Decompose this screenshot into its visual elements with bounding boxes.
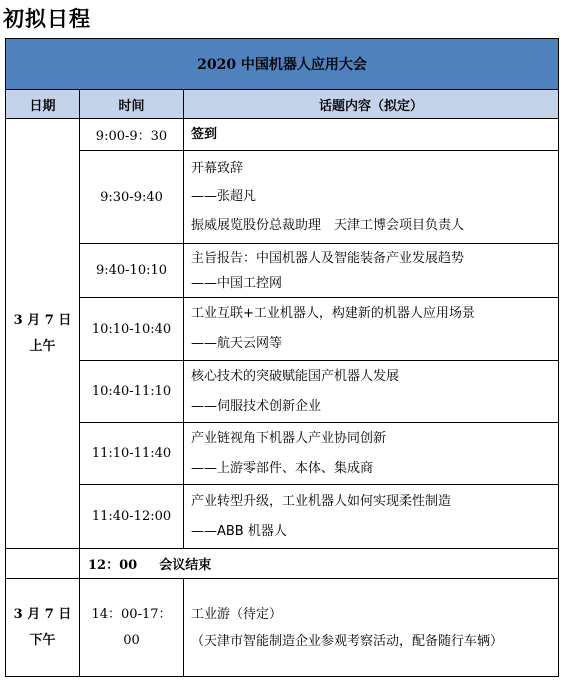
topic-cell bbox=[184, 423, 559, 485]
page-title: 初拟日程 bbox=[3, 7, 91, 31]
topic-line: ——航天云网等 bbox=[191, 336, 283, 351]
topic-line: 核心技术的突破赋能国产机器人发展 bbox=[191, 368, 400, 384]
time-cell: 11:40-12:00 bbox=[80, 485, 184, 549]
date-cell-afternoon bbox=[6, 579, 80, 677]
empty-cell bbox=[6, 549, 80, 579]
topic-cell bbox=[184, 579, 559, 677]
header-date: 日期 bbox=[6, 90, 80, 119]
time-line: 00 bbox=[123, 632, 140, 648]
time-cell bbox=[80, 579, 184, 677]
table-row bbox=[6, 151, 559, 244]
time-cell: 11:10-11:40 bbox=[80, 423, 184, 485]
topic-line: 工业互联+工业机器人，构建新的机器人应用场景 bbox=[191, 306, 475, 321]
topic-line: ——张超凡 bbox=[191, 189, 257, 204]
topic-line: ——ABB 机器人 bbox=[191, 523, 287, 539]
time-line: 14：00-17： bbox=[91, 606, 172, 622]
table-row bbox=[6, 119, 559, 151]
topic-line: （天津市智能制造企业参观考察活动，配备随行车辆） bbox=[191, 634, 504, 649]
topic-line: 产业链视角下机器人产业协同创新 bbox=[191, 430, 387, 446]
topic-cell bbox=[184, 244, 559, 298]
meeting-end-cell bbox=[80, 549, 559, 579]
table-row bbox=[6, 423, 559, 485]
end-label: 会议结束 bbox=[159, 558, 212, 573]
time-cell: 9:00-9：30 bbox=[80, 119, 184, 151]
topic-cell bbox=[184, 151, 559, 244]
time-cell: 10:40-11:10 bbox=[80, 361, 184, 423]
date-label: 3 月 7 日 bbox=[13, 606, 72, 622]
topic-line: ——伺服技术创新企业 bbox=[191, 398, 322, 414]
topic-cell bbox=[184, 119, 559, 151]
end-time: 12：00 bbox=[88, 558, 138, 573]
topic-line: 主旨报告：中国机器人及智能装备产业发展趋势 bbox=[191, 250, 465, 266]
period-label: 上午 bbox=[29, 338, 56, 354]
topic-line: ——中国工控网 bbox=[191, 275, 283, 291]
time-cell: 9:40-10:10 bbox=[80, 244, 184, 298]
topic-cell bbox=[184, 361, 559, 423]
date-cell-morning bbox=[6, 119, 80, 549]
date-label: 3 月 7 日 bbox=[13, 312, 72, 328]
topic-line: 产业转型升级，工业机器人如何实现柔性制造 bbox=[191, 493, 452, 509]
table-row bbox=[6, 244, 559, 298]
schedule-table bbox=[5, 38, 559, 677]
topic-line: 振威展览股份总裁助理 天津工博会项目负责人 bbox=[191, 218, 465, 233]
topic-cell bbox=[184, 298, 559, 361]
period-label: 下午 bbox=[29, 632, 56, 648]
table-title: 2020 中国机器人应用大会 bbox=[6, 39, 559, 90]
time-cell: 9:30-9:40 bbox=[80, 151, 184, 244]
header-topic: 话题内容（拟定） bbox=[184, 90, 559, 119]
header-time: 时间 bbox=[80, 90, 184, 119]
table-row bbox=[6, 579, 559, 677]
topic-line: ——上游零部件、本体、集成商 bbox=[191, 460, 374, 476]
topic-line: 签到 bbox=[191, 127, 218, 142]
table-row bbox=[6, 485, 559, 549]
table-row bbox=[6, 298, 559, 361]
time-cell: 10:10-10:40 bbox=[80, 298, 184, 361]
topic-line: 工业游（待定） bbox=[191, 607, 283, 622]
topic-cell bbox=[184, 485, 559, 549]
table-row bbox=[6, 361, 559, 423]
table-row bbox=[6, 549, 559, 579]
topic-line: 开幕致辞 bbox=[191, 161, 244, 176]
